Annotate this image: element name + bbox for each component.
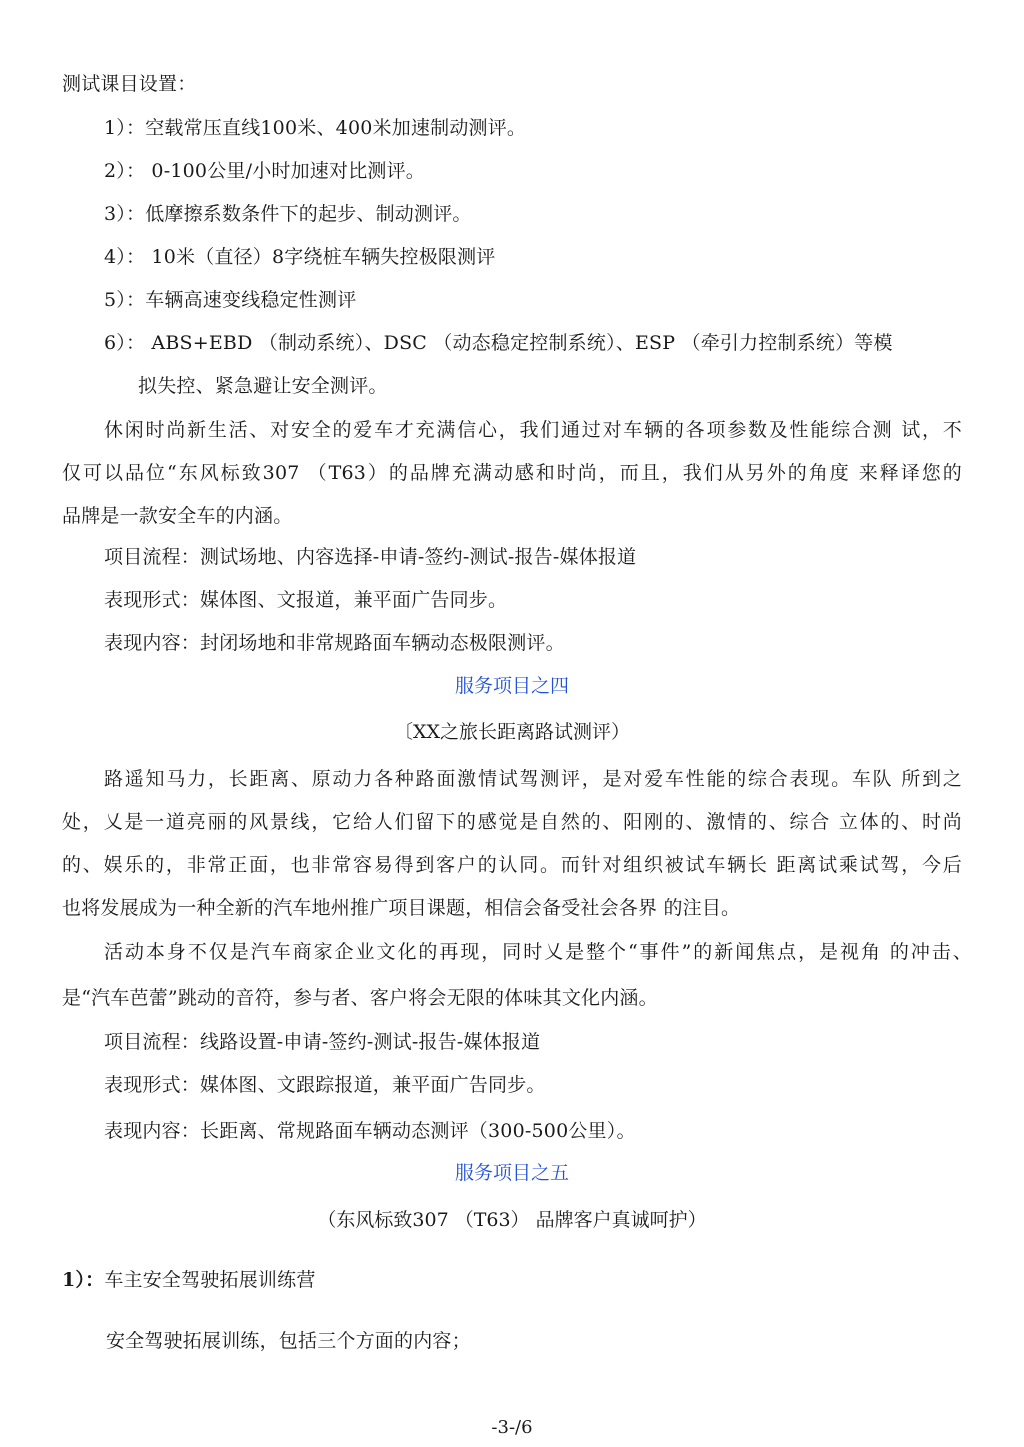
page-number: -3-/6: [491, 1417, 533, 1438]
test-item-1: 1）：空载常压直线100米、400米加速制动测评。: [104, 117, 527, 139]
paragraph-2-line-1: 路遥知马力，长距离、原动力各种路面激情试驾测评，是对爱车性能的综合表现。车队 所到之: [104, 768, 962, 790]
paragraph-1-line-2: 仅可以品位“东风标致307 （T63）的品牌充满动感和时尚，而且，我们从另外的角度 来释译您的: [62, 462, 962, 484]
test-item-6-continued: 拟失控、紧急避让安全测评。: [138, 375, 388, 397]
presentation-form-2: 表现形式：媒体图、文跟踪报道，兼平面广告同步。: [104, 1074, 546, 1096]
presentation-content-2: 表现内容：长距离、常规路面车辆动态测评（300-500公里）。: [104, 1120, 636, 1142]
test-item-5: 5）：车辆高速变线稳定性测评: [104, 289, 357, 311]
project-flow-1: 项目流程：测试场地、内容选择-申请-签约-测试-报告-媒体报道: [104, 546, 637, 568]
presentation-content-1: 表现内容：封闭场地和非常规路面车辆动态极限测评。: [104, 632, 565, 654]
subsection-1-title: 车主安全驾驶拓展训练营: [104, 1269, 316, 1291]
service-5-title: 服务项目之五: [454, 1162, 569, 1184]
test-items-heading: 测试课目设置：: [62, 73, 197, 95]
subsection-1-description: 安全驾驶拓展训练，包括三个方面的内容；: [106, 1330, 471, 1352]
paragraph-2-line-2: 处，乂是一道亮丽的风景线，它给人们留下的感觉是自然的、阳刚的、激情的、综合 立体的、时尚: [62, 811, 962, 833]
test-item-3: 3）：低摩擦系数条件下的起步、制动测评。: [104, 203, 472, 225]
service-4-title: 服务项目之四: [454, 675, 569, 697]
service-4-subtitle: 〔XX之旅长距离路试测评）: [393, 721, 631, 743]
service-5-subtitle: （东风标致307 （T63） 品牌客户真诚呵护）: [317, 1209, 707, 1231]
paragraph-3-line-2: 是“汽车芭蕾”跳动的音符，参与者、客户将会无限的体味其文化内涵。: [62, 987, 658, 1009]
subsection-1-number: 1）：: [62, 1269, 105, 1291]
project-flow-2: 项目流程：线路设置-申请-签约-测试-报告-媒体报道: [104, 1031, 541, 1053]
test-item-6: 6）： ABS+EBD （制动系统）、DSC （动态稳定控制系统）、ESP （牵引力控制系统）等模: [104, 332, 893, 354]
paragraph-2-line-3: 的、娱乐的，非常正面，也非常容易得到客户的认同。而针对组织被试车辆长 距离试乘试驾，今后: [62, 854, 962, 876]
paragraph-1-line-3: 品牌是一款安全车的内涵。: [62, 505, 293, 527]
subsection-1-heading: [62, 1268, 316, 1292]
paragraph-2-line-4: 也将发展成为一种全新的汽车地州推广项目课题，相信会备受社会各界 的注目。: [62, 897, 741, 919]
paragraph-3-line-1: 活动本身不仅是汽车商家企业文化的再现，同时乂是整个“事件”的新闻焦点，是视角 的冲击、: [104, 941, 972, 963]
presentation-form-1: 表现形式：媒体图、文报道，兼平面广告同步。: [104, 589, 508, 611]
test-item-2: 2）： 0-100公里/小时加速对比测评。: [104, 160, 426, 182]
test-item-4: 4）： 10米（直径）8字绕桩车辆失控极限测评: [104, 246, 496, 268]
paragraph-1-line-1: 休闲时尚新生活、对安全的爱车才充满信心，我们通过对车辆的各项参数及性能综合测 试，不: [104, 419, 962, 441]
